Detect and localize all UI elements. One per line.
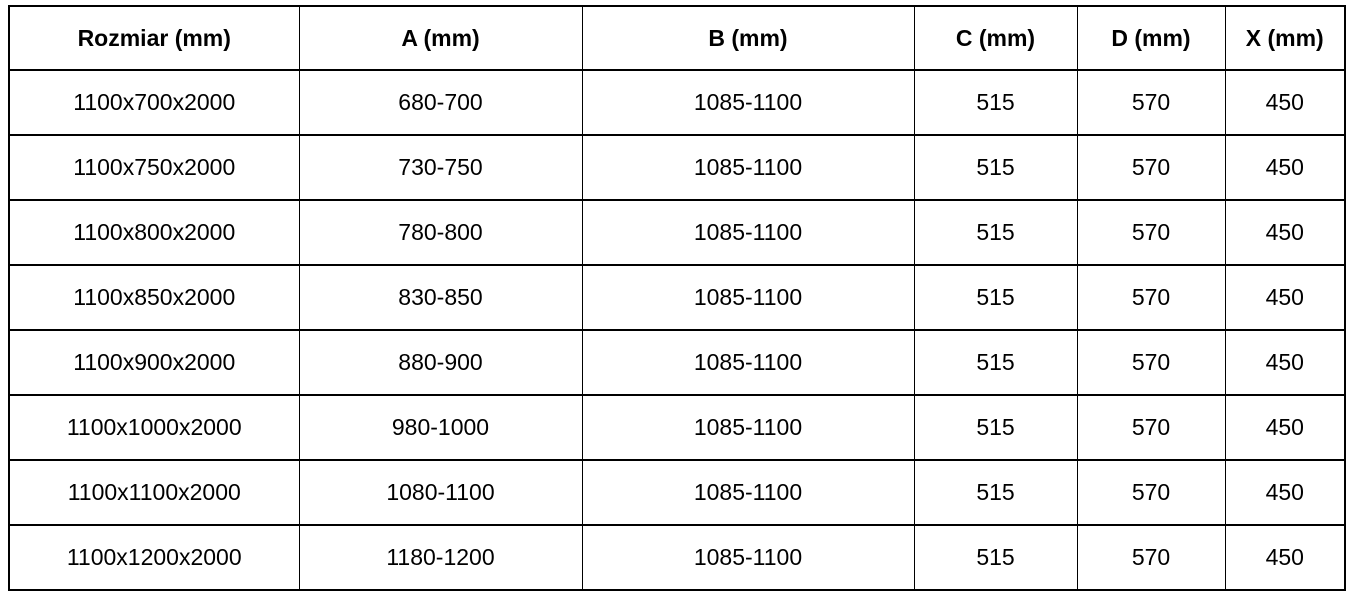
cell-d: 570 <box>1077 265 1225 330</box>
cell-a: 880-900 <box>299 330 582 395</box>
cell-b: 1085-1100 <box>582 460 914 525</box>
cell-c: 515 <box>914 265 1077 330</box>
cell-x: 450 <box>1225 265 1345 330</box>
table-row <box>9 200 1345 265</box>
cell-b: 1085-1100 <box>582 135 914 200</box>
cell-b: 1085-1100 <box>582 395 914 460</box>
cell-x: 450 <box>1225 460 1345 525</box>
cell-rozmiar: 1100x1100x2000 <box>9 460 299 525</box>
cell-c: 515 <box>914 70 1077 135</box>
column-header-x: X (mm) <box>1225 6 1345 70</box>
cell-d: 570 <box>1077 395 1225 460</box>
table-row <box>9 525 1345 590</box>
cell-b: 1085-1100 <box>582 70 914 135</box>
cell-d: 570 <box>1077 135 1225 200</box>
table-row <box>9 460 1345 525</box>
cell-a: 730-750 <box>299 135 582 200</box>
table-row <box>9 330 1345 395</box>
size-specification-table <box>8 5 1346 591</box>
cell-c: 515 <box>914 525 1077 590</box>
cell-a: 1180-1200 <box>299 525 582 590</box>
table-row <box>9 265 1345 330</box>
table-header-row <box>9 6 1345 70</box>
cell-d: 570 <box>1077 525 1225 590</box>
column-header-d: D (mm) <box>1077 6 1225 70</box>
cell-rozmiar: 1100x850x2000 <box>9 265 299 330</box>
cell-x: 450 <box>1225 525 1345 590</box>
cell-rozmiar: 1100x700x2000 <box>9 70 299 135</box>
cell-c: 515 <box>914 330 1077 395</box>
table-row <box>9 70 1345 135</box>
cell-x: 450 <box>1225 330 1345 395</box>
cell-x: 450 <box>1225 395 1345 460</box>
cell-b: 1085-1100 <box>582 200 914 265</box>
cell-rozmiar: 1100x900x2000 <box>9 330 299 395</box>
cell-x: 450 <box>1225 70 1345 135</box>
column-header-rozmiar: Rozmiar (mm) <box>9 6 299 70</box>
column-header-b: B (mm) <box>582 6 914 70</box>
cell-b: 1085-1100 <box>582 330 914 395</box>
table-row <box>9 135 1345 200</box>
cell-d: 570 <box>1077 200 1225 265</box>
cell-d: 570 <box>1077 460 1225 525</box>
cell-x: 450 <box>1225 135 1345 200</box>
cell-x: 450 <box>1225 200 1345 265</box>
cell-a: 780-800 <box>299 200 582 265</box>
cell-rozmiar: 1100x1000x2000 <box>9 395 299 460</box>
cell-rozmiar: 1100x800x2000 <box>9 200 299 265</box>
cell-c: 515 <box>914 135 1077 200</box>
cell-b: 1085-1100 <box>582 265 914 330</box>
cell-d: 570 <box>1077 330 1225 395</box>
cell-a: 830-850 <box>299 265 582 330</box>
cell-c: 515 <box>914 460 1077 525</box>
cell-b: 1085-1100 <box>582 525 914 590</box>
cell-rozmiar: 1100x750x2000 <box>9 135 299 200</box>
cell-a: 680-700 <box>299 70 582 135</box>
table-row <box>9 395 1345 460</box>
cell-a: 1080-1100 <box>299 460 582 525</box>
column-header-c: C (mm) <box>914 6 1077 70</box>
cell-a: 980-1000 <box>299 395 582 460</box>
cell-rozmiar: 1100x1200x2000 <box>9 525 299 590</box>
cell-c: 515 <box>914 200 1077 265</box>
cell-c: 515 <box>914 395 1077 460</box>
cell-d: 570 <box>1077 70 1225 135</box>
column-header-a: A (mm) <box>299 6 582 70</box>
